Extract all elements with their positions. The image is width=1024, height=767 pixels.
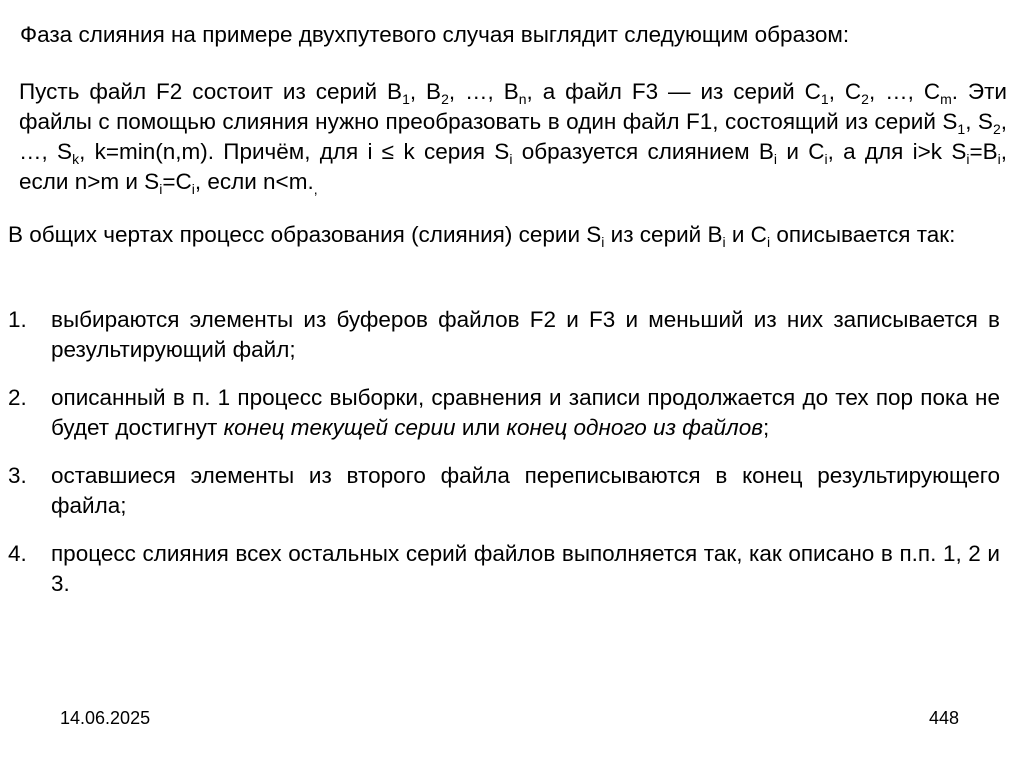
steps-list [8,305,1000,617]
subscript: , [313,181,318,197]
subscript: i [191,181,195,197]
list-item-text: процесс слияния всех остальных серий файлов выполняется так, как описано в п.п. 1, 2 и 3. [51,541,1000,596]
list-item [8,461,1000,521]
subscript: i [997,151,1001,167]
subscript: i [722,234,726,250]
subscript: 2 [441,91,449,107]
subscript: 1 [402,91,410,107]
text-run: или [455,415,507,440]
text-run: ; [762,415,770,440]
text-run: , …, C [868,79,941,104]
list-item [8,383,1000,443]
text-run: и C [725,222,767,247]
text-run: . Эти файлы с помощью слияния нужно преобразовать в один файл F1, состоящий из серий S [19,79,1007,134]
subscript: i [509,151,513,167]
text-run: , если n>m и S [19,139,1008,194]
subscript: 2 [992,121,1001,137]
subscript: i [159,181,163,197]
intro-paragraph [19,77,1007,197]
text-run: образуется слиянием B [512,139,774,164]
text-run: , а файл F3 — из серий C [526,79,821,104]
emphasis-text: конец текущей серии [223,415,456,440]
process-paragraph [8,220,998,250]
text-run: =B [969,139,998,164]
text-run: , …, B [448,79,519,104]
subscript: i [966,151,970,167]
text-run: =C [162,169,192,194]
footer-date: 14.06.2025 [60,708,151,728]
emphasis-text: конец одного из файлов [506,415,763,440]
list-item [8,539,1000,599]
subscript: 1 [820,91,829,107]
subscript: i [773,151,778,167]
text-run: В общих чертах процесс образования (слияния) серии S [8,222,602,247]
text-run: , S [965,109,993,134]
text-run: из серий B [604,222,723,247]
subscript: i [766,234,771,250]
list-item-text: оставшиеся элементы из второго файла переписываются в конец результирующего файла; [51,463,1000,518]
subscript: k [72,151,80,167]
subscript: m [940,91,952,107]
text-run: , C [828,79,862,104]
subscript: 2 [861,91,869,107]
list-item-text: выбираются элементы из буферов файлов F2 и F3 и меньший из них записывается в результирующий файл; [51,307,1000,362]
subscript: 1 [957,121,966,137]
text-run: описывается так: [770,222,956,247]
list-item [8,305,1000,365]
page-number: 448 [929,708,960,728]
subscript: n [518,91,527,107]
list-number: 1. [8,307,27,332]
slide-heading: Фаза слияния на примере двухпутевого случая выглядит следующим образом: [20,22,850,47]
list-number: 2. [8,385,27,410]
subscript: i [824,151,828,167]
text-run: , …, S [19,109,1008,164]
text-run: Пусть файл F2 состоит из серий B [19,79,403,104]
text-run: и C [777,139,825,164]
text-run: , если n<m. [194,169,314,194]
text-run: , а для i>k S [827,139,967,164]
text-run: описанный в п. 1 процесс выборки, сравнения и записи продолжается до тех пор пока не будет достигнут [51,385,1000,440]
subscript: i [601,234,605,250]
list-number: 3. [8,463,27,488]
list-number: 4. [8,541,27,566]
text-run: , B [409,79,442,104]
text-run: , k=min(n,m). Причём, для i ≤ k серия S [79,139,510,164]
